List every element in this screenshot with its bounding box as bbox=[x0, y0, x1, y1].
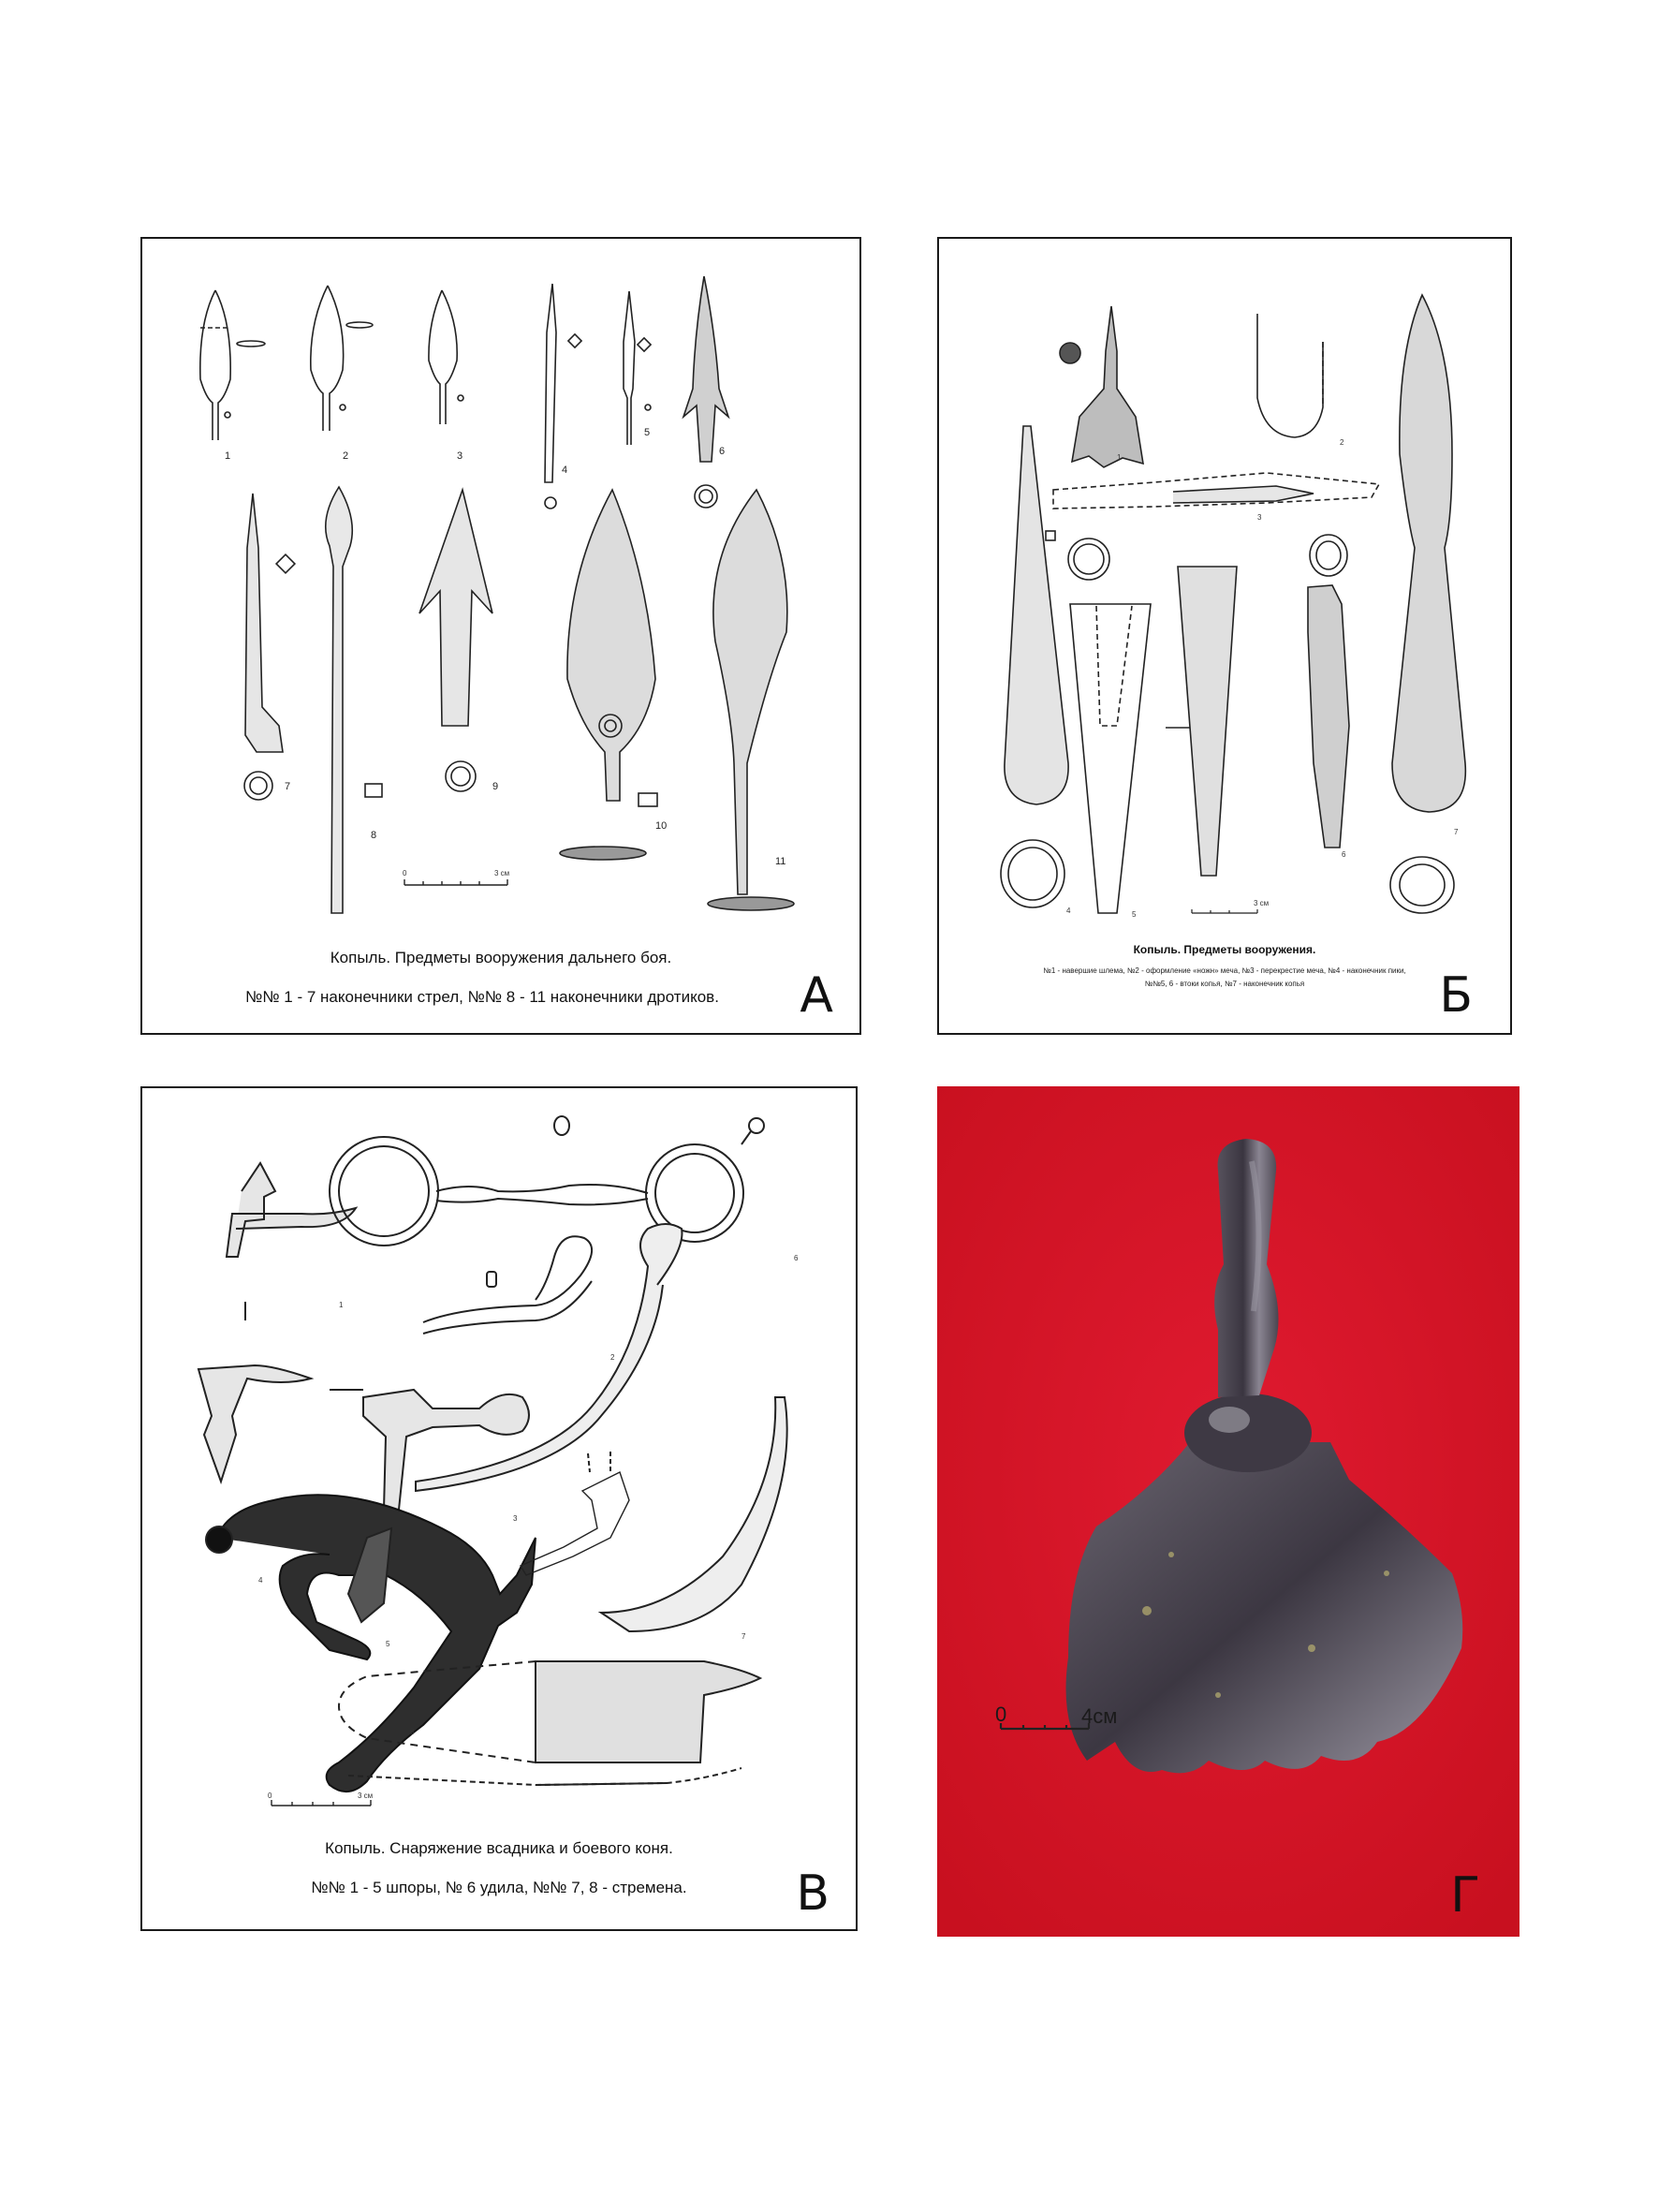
caption-a-title: Копыль. Предметы вооружения дальнего боя. bbox=[330, 949, 672, 966]
spear-butt-6 bbox=[1308, 585, 1349, 848]
item-number: 5 bbox=[386, 1640, 390, 1648]
scale-zero-d: 0 bbox=[995, 1703, 1007, 1726]
javelin-head-9 bbox=[419, 490, 492, 726]
spur-3 bbox=[363, 1390, 529, 1510]
panel-a-drawing bbox=[142, 239, 861, 1035]
stirrup-7 bbox=[601, 1397, 787, 1631]
item-number: 4 bbox=[1066, 907, 1071, 915]
scale-label-a: 3 см bbox=[494, 869, 510, 877]
stirrup-8 bbox=[536, 1661, 760, 1762]
panel-b-weapons bbox=[937, 237, 1512, 1035]
bit-mouthpiece-6 bbox=[436, 1185, 648, 1204]
item-number: 9 bbox=[492, 781, 499, 792]
caption-b-line2: №№5, 6 - втоки копья, №7 - наконечник копья bbox=[1144, 980, 1305, 988]
caption-b-title: Копыль. Предметы вооружения. bbox=[1133, 943, 1316, 956]
spear-butt-5 bbox=[1070, 604, 1151, 913]
pike-head-4 bbox=[1005, 426, 1068, 804]
arrowhead-3 bbox=[429, 290, 457, 424]
scale-zero-a: 0 bbox=[403, 869, 407, 877]
spear-socket bbox=[1178, 567, 1237, 876]
item-number: 1 bbox=[1117, 453, 1122, 462]
item-number: 5 bbox=[644, 427, 651, 438]
item-number: 4 bbox=[258, 1576, 263, 1585]
item-number: 6 bbox=[794, 1254, 799, 1262]
caption-c-subtitle: №№ 1 - 5 шпоры, № 6 удила, №№ 7, 8 - стремена. bbox=[311, 1879, 687, 1896]
scale-label-c: 3 см bbox=[358, 1792, 374, 1800]
item-number: 7 bbox=[741, 1632, 746, 1641]
caption-b-line1: №1 - навершие шлема, №2 - оформление «ножн» меча, №3 - перекрестие меча, №4 - наконечник пики, bbox=[1043, 966, 1406, 975]
panel-a-ranged-weapons bbox=[140, 237, 861, 1035]
item-number: 8 bbox=[371, 830, 377, 841]
panel-letter-d: Г bbox=[1450, 1867, 1480, 1924]
item-number: 8 bbox=[410, 1728, 415, 1736]
helmet-finial-1 bbox=[1072, 306, 1143, 467]
panel-c-drawing bbox=[142, 1088, 858, 1931]
item-number: 2 bbox=[610, 1353, 615, 1362]
spur-curved bbox=[416, 1224, 682, 1491]
helmet-finial-photo bbox=[937, 1086, 1520, 1937]
scale-label-d: 4см bbox=[1081, 1704, 1118, 1728]
spur-1-side bbox=[198, 1365, 311, 1482]
scale-bar-b bbox=[1192, 909, 1257, 913]
arrowhead-6 bbox=[683, 276, 728, 462]
item-number: 3 bbox=[1257, 513, 1262, 522]
item-number: 2 bbox=[343, 450, 349, 462]
javelin-head-8 bbox=[326, 487, 353, 913]
scale-bar-a bbox=[404, 879, 507, 885]
arrowhead-2 bbox=[311, 286, 344, 431]
arrowhead-4 bbox=[545, 284, 556, 482]
item-number: 3 bbox=[513, 1514, 518, 1523]
panel-letter-b: Б bbox=[1439, 967, 1473, 1024]
finial-collar bbox=[1184, 1394, 1312, 1472]
arrowhead-5 bbox=[624, 291, 635, 445]
scabbard-chape-2 bbox=[1257, 314, 1323, 437]
panel-d-photo bbox=[937, 1086, 1520, 1937]
scale-label-b: 3 см bbox=[1254, 899, 1270, 907]
panel-letter-c: В bbox=[796, 1865, 830, 1922]
spearhead-7 bbox=[1392, 295, 1465, 812]
javelin-head-10 bbox=[567, 490, 655, 801]
item-number: 7 bbox=[285, 781, 291, 792]
arrowhead-7 bbox=[245, 494, 283, 752]
caption-a-subtitle: №№ 1 - 7 наконечники стрел, №№ 8 - 11 наконечники дротиков. bbox=[245, 988, 719, 1006]
item-number: 10 bbox=[655, 820, 668, 832]
item-number: 11 bbox=[775, 856, 786, 867]
item-number: 6 bbox=[1342, 850, 1346, 859]
panel-c-horse-equipment bbox=[140, 1086, 858, 1931]
item-number: 2 bbox=[1340, 438, 1344, 447]
item-number: 7 bbox=[1454, 828, 1459, 836]
scale-bar-c bbox=[272, 1800, 371, 1806]
item-number: 4 bbox=[562, 465, 568, 476]
panel-b-drawing bbox=[939, 239, 1512, 1035]
item-number: 1 bbox=[339, 1301, 344, 1309]
item-number: 3 bbox=[457, 450, 463, 462]
item-number: 5 bbox=[1132, 910, 1137, 919]
item-number: 6 bbox=[719, 446, 726, 457]
spur-1 bbox=[227, 1163, 356, 1257]
javelin-head-11 bbox=[713, 490, 787, 894]
scale-zero-c: 0 bbox=[268, 1792, 272, 1800]
item-number: 1 bbox=[225, 450, 231, 462]
bit-ring-left bbox=[330, 1137, 438, 1246]
caption-c-title: Копыль. Снаряжение всадника и боевого коня. bbox=[325, 1839, 673, 1857]
spur-2 bbox=[423, 1236, 592, 1334]
panel-letter-a: А bbox=[800, 967, 833, 1024]
